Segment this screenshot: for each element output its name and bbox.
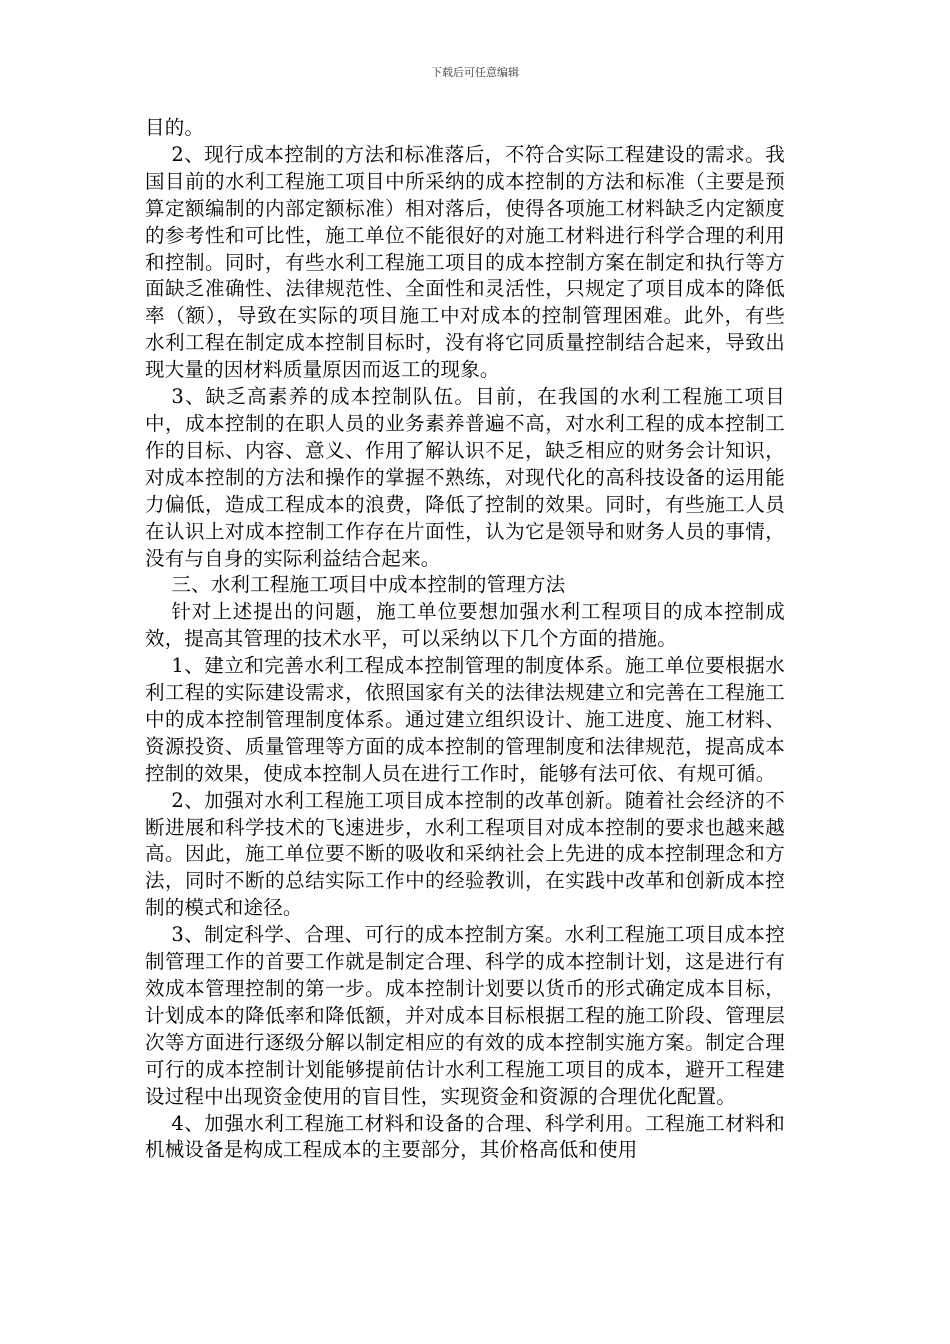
document-body	[145, 115, 785, 1164]
paragraph-6: 2、加强对水利工程施工项目成本控制的改革创新。随着社会经济的不断进展和科学技术的飞速进步，水利工程项目对成本控制的要求也越来越高。因此，施工单位要不断的吸收和采纳社会上先进的成本控制理念和方法，同时不断的总结实际工作中的经验教训，在实践中改革和创新成本控制的模式和途径。	[145, 788, 785, 920]
paragraph-3: 3、缺乏高素养的成本控制队伍。目前，在我国的水利工程施工项目中，成本控制的在职人员的业务素养普遍不高，对水利工程的成本控制工作的目标、内容、意义、作用了解认识不足，缺乏相应的财务会计知识，对成本控制的方法和操作的掌握不熟练，对现代化的高科技设备的运用能力偏低，造成工程成本的浪费，降低了控制的效果。同时，有些施工人员在认识上对成本控制工作存在片面性，认为它是领导和财务人员的事情，没有与自身的实际利益结合起来。	[145, 385, 785, 570]
section-heading-3: 三、水利工程施工项目中成本控制的管理方法	[171, 573, 566, 597]
paragraph-2: 2、现行成本控制的方法和标准落后，不符合实际工程建设的需求。我国目前的水利工程施工项目中所采纳的成本控制的方法和标准（主要是预算定额编制的内部定额标准）相对落后，使得各项施工材料缺乏内定额度的参考性和可比性，施工单位不能很好的对施工材料进行科学合理的利用和控制。同时，有些水利工程施工项目的成本控制方案在制定和执行等方面缺乏准确性、法律规范性、全面性和灵活性，只规定了项目成本的降低率（额），导致在实际的项目施工中对成本的控制管理困难。此外，有些水利工程在制定成本控制目标时，没有将它同质量控制结合起来，导致出现大量的因材料质量原因而返工的现象。	[145, 142, 785, 382]
paragraph-8: 4、加强水利工程施工材料和设备的合理、科学利用。工程施工材料和机械设备是构成工程成本的主要部分，其价格高低和使用	[145, 1111, 785, 1162]
paragraph-1: 目的。	[145, 116, 205, 139]
page-header: 下载后可任意编辑	[431, 66, 519, 79]
paragraph-4: 针对上述提出的问题，施工单位要想加强水利工程项目的成本控制成效，提高其管理的技术水平，可以采纳以下几个方面的措施。	[145, 600, 785, 651]
paragraph-7: 3、制定科学、合理、可行的成本控制方案。水利工程施工项目成本控制管理工作的首要工作就是制定合理、科学的成本控制计划，这是进行有效成本管理控制的第一步。成本控制计划要以货币的形式确定成本目标，计划成本的降低率和降低额，并对成本目标根据工程的施工阶段、管理层次等方面进行逐级分解以制定相应的有效的成本控制实施方案。制定合理可行的成本控制计划能够提前估计水利工程施工项目的成本，避开工程建设过程中出现资金使用的盲目性，实现资金和资源的合理优化配置。	[145, 923, 785, 1108]
paragraph-5: 1、建立和完善水利工程成本控制管理的制度体系。施工单位要根据水利工程的实际建设需求，依照国家有关的法律法规建立和完善在工程施工中的成本控制管理制度体系。通过建立组织设计、施工进度、施工材料、资源投资、质量管理等方面的成本控制的管理制度和法律规范，提高成本控制的效果，使成本控制人员在进行工作时，能够有法可依、有规可循。	[145, 654, 785, 785]
